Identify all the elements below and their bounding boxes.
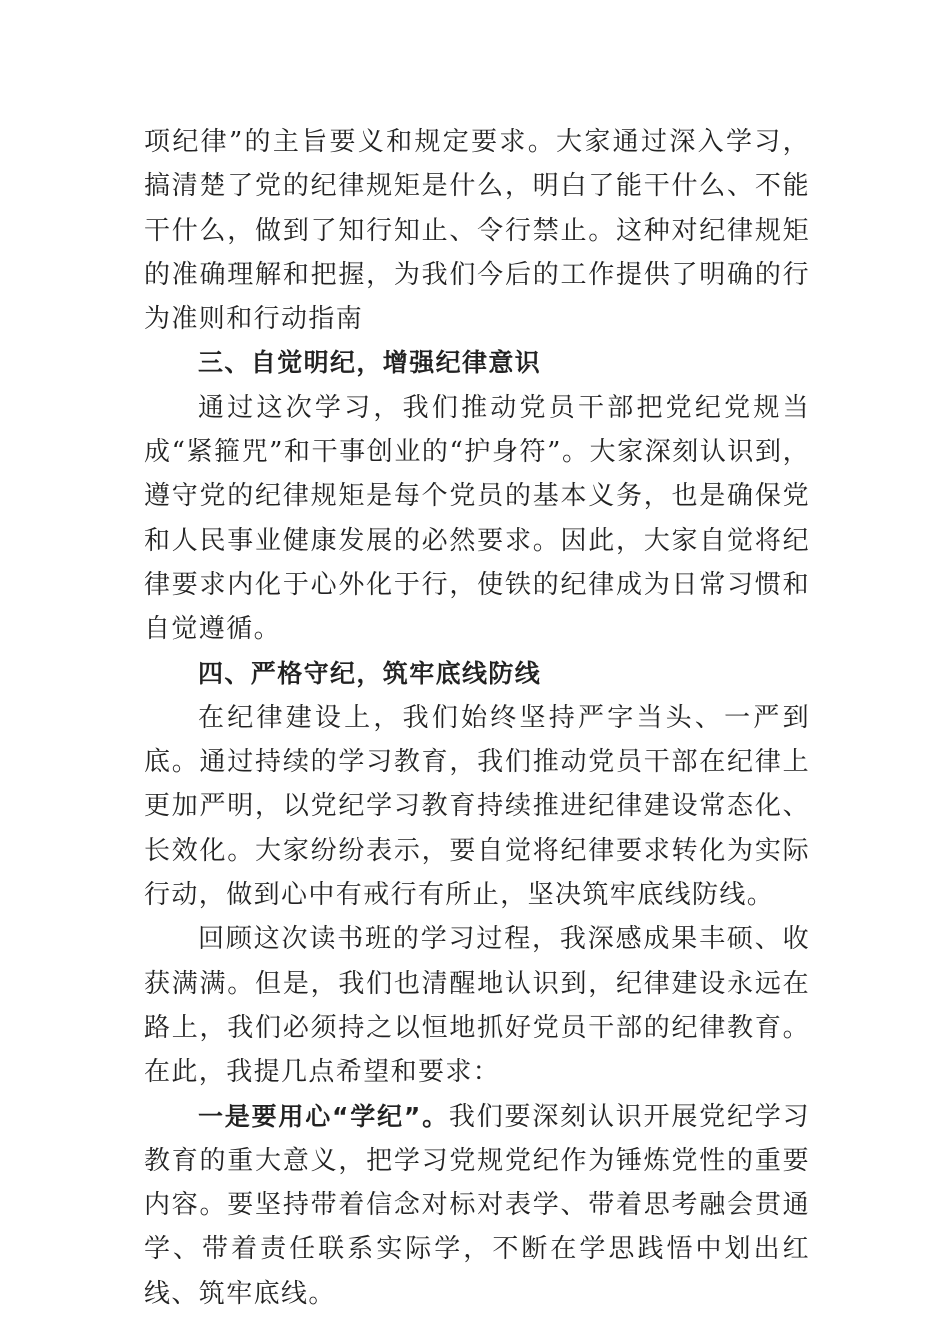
requirement-1-body: 我们要深刻认识开展党纪学习教育的重大意义，把学习党规党纪作为锤炼党性的重要内容。要坚持带着信念对标对表学、带着思考融会贯通学、带着责任联系实际学，不断在学思践悟中划出红线、筑牢底线。 — [144, 1101, 810, 1309]
paragraph-continuation: 项纪律”的主旨要义和规定要求。大家通过深入学习，搞清楚了党的纪律规矩是什么，明白了能干什么、不能干什么，做到了知行知止、令行禁止。这种对纪律规矩的准确理解和把握，为我们今后的工作提供了明确的行为准则和行动指南 — [144, 127, 810, 335]
paragraph-self-awareness: 通过这次学习，我们推动党员干部把党纪党规当成“紧箍咒”和干事创业的“护身符”。大家深刻认识到，遵守党的纪律规矩是每个党员的基本义务，也是确保党和人民事业健康发展的必然要求。因此，大家自觉将纪律要求内化于心外化于行，使铁的纪律成为日常习惯和自觉遵循。 — [144, 392, 810, 645]
document-body — [144, 120, 810, 1316]
paragraph-requirement-1 — [144, 1095, 810, 1316]
paragraph-review: 回顾这次读书班的学习过程，我深感成果丰硕、收获满满。但是，我们也清醒地认识到，纪律建设永远在路上，我们必须持之以恒地抓好党员干部的纪律教育。在此，我提几点希望和要求： — [144, 924, 810, 1088]
requirement-1-lead: 一是要用心“学纪”。 — [198, 1101, 449, 1131]
section-heading-3: 三、自觉明纪，增强纪律意识 — [198, 348, 542, 378]
paragraph-strict-discipline: 在纪律建设上，我们始终坚持严字当头、一严到底。通过持续的学习教育，我们推动党员干部在纪律上更加严明，以党纪学习教育持续推进纪律建设常态化、长效化。大家纷纷表示，要自觉将纪律要求转化为实际行动，做到心中有戒行有所止，坚决筑牢底线防线。 — [144, 702, 810, 911]
section-heading-4: 四、严格守纪，筑牢底线防线 — [198, 658, 542, 688]
